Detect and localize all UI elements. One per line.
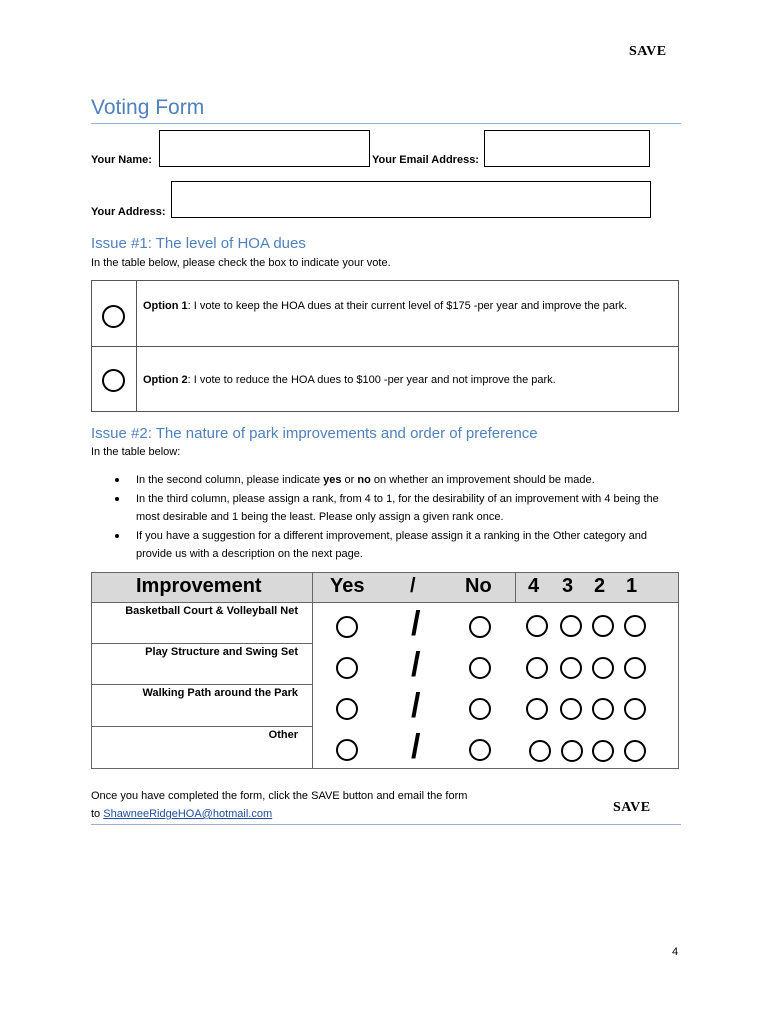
rank-1-radio[interactable] xyxy=(624,740,646,762)
bullet-icon xyxy=(115,497,119,501)
table-row-divider xyxy=(92,643,312,644)
save-button-top[interactable]: SAVE xyxy=(629,44,667,59)
no-radio[interactable] xyxy=(469,616,491,638)
rank-3-radio[interactable] xyxy=(560,657,582,679)
rank-4-radio[interactable] xyxy=(526,698,548,720)
yes-radio[interactable] xyxy=(336,616,358,638)
header-yes: Yes xyxy=(330,575,365,597)
instruction-text: on whether an improvement should be made. xyxy=(370,474,595,486)
no-radio[interactable] xyxy=(469,657,491,679)
option1-radio[interactable] xyxy=(102,305,125,328)
yes-radio[interactable] xyxy=(336,657,358,679)
instruction-no: no xyxy=(357,474,371,486)
rank-3-radio[interactable] xyxy=(560,615,582,637)
option2-text xyxy=(143,372,658,389)
email-field[interactable] xyxy=(484,130,650,167)
instruction-text: In the second column, please indicate xyxy=(136,474,324,486)
rank-2-radio[interactable] xyxy=(592,698,614,720)
save-button-bottom[interactable]: SAVE xyxy=(613,800,651,815)
row-label: Basketball Court & Volleyball Net xyxy=(125,605,298,617)
rank-4-radio[interactable] xyxy=(526,657,548,679)
header-rank-2: 2 xyxy=(594,575,606,597)
email-label: Your Email Address: xyxy=(372,154,479,166)
address-field[interactable] xyxy=(171,181,651,218)
table-row-divider xyxy=(92,684,312,685)
row-label: Play Structure and Swing Set xyxy=(145,646,298,658)
option1-label: Option 1 xyxy=(143,300,188,312)
rank-2-radio[interactable] xyxy=(592,740,614,762)
slash-separator: / xyxy=(411,605,421,643)
rank-2-radio[interactable] xyxy=(592,615,614,637)
table-col-divider xyxy=(515,573,516,602)
table-row-divider xyxy=(92,726,312,727)
name-field[interactable] xyxy=(159,130,370,167)
bullet-icon xyxy=(115,478,119,482)
option-row-divider xyxy=(92,346,678,347)
rank-3-radio[interactable] xyxy=(560,698,582,720)
address-underline xyxy=(171,217,651,218)
header-no: No xyxy=(465,575,492,597)
rank-1-radio[interactable] xyxy=(624,615,646,637)
instruction-text: In the third column, please assign a rank, from 4 to 1, for the desirability of an improvement with 4 being the most desirable and 1 being the least. Please only assign a given rank once. xyxy=(136,492,659,523)
table-col-divider xyxy=(312,573,313,768)
page-number: 4 xyxy=(672,946,679,958)
slash-separator: / xyxy=(411,687,421,725)
issue1-heading: Issue #1: The level of HOA dues xyxy=(91,235,306,252)
footer-to: to xyxy=(91,808,104,820)
issue2-heading: Issue #2: The nature of park improvements and order of preference xyxy=(91,425,538,442)
slash-separator: / xyxy=(411,728,421,766)
address-label: Your Address: xyxy=(91,206,166,218)
rank-4-radio[interactable] xyxy=(529,740,551,762)
option1-description: : I vote to keep the HOA dues at their current level of $175 -per year and improve the park. xyxy=(187,300,628,312)
option2-radio[interactable] xyxy=(102,369,125,392)
improvement-table xyxy=(91,572,679,769)
rank-3-radio[interactable] xyxy=(561,740,583,762)
instruction-item xyxy=(136,471,684,490)
instruction-yes: yes xyxy=(323,474,342,486)
issue2-intro: In the table below: xyxy=(91,446,181,458)
row-label: Other xyxy=(268,729,298,741)
instruction-or: or xyxy=(341,474,358,486)
footer-rule xyxy=(91,824,681,825)
instruction-item xyxy=(136,490,684,527)
rank-1-radio[interactable] xyxy=(624,657,646,679)
instructions-list xyxy=(136,471,684,564)
header-rank-3: 3 xyxy=(562,575,574,597)
option2-label: Option 2 xyxy=(143,374,188,386)
option2-description: : I vote to reduce the HOA dues to $100 -per year and not improve the park. xyxy=(187,374,556,386)
no-radio[interactable] xyxy=(469,739,491,761)
option-table xyxy=(91,280,679,412)
yes-radio[interactable] xyxy=(336,739,358,761)
email-link[interactable]: ShawneeRidgeHOA@hotmail.com xyxy=(103,808,273,820)
title-rule xyxy=(91,123,681,124)
header-rank-4: 4 xyxy=(528,575,540,597)
name-label: Your Name: xyxy=(91,154,152,166)
header-slash: / xyxy=(410,575,416,597)
yes-radio[interactable] xyxy=(336,698,358,720)
header-rank-1: 1 xyxy=(626,575,638,597)
row-label: Walking Path around the Park xyxy=(142,687,298,699)
issue1-intro: In the table below, please check the box to indicate your vote. xyxy=(91,257,391,269)
table-header xyxy=(92,573,678,603)
name-underline xyxy=(159,166,369,167)
header-improvement: Improvement xyxy=(136,575,262,597)
rank-1-radio[interactable] xyxy=(624,698,646,720)
slash-separator: / xyxy=(411,646,421,684)
bullet-icon xyxy=(115,534,119,538)
footer-instruction: Once you have completed the form, click the SAVE button and email the form xyxy=(91,790,468,802)
no-radio[interactable] xyxy=(469,698,491,720)
footer-email-line xyxy=(91,808,272,820)
instruction-item xyxy=(136,527,684,564)
rank-4-radio[interactable] xyxy=(526,615,548,637)
form-title: Voting Form xyxy=(91,96,205,119)
email-underline xyxy=(484,166,650,167)
option1-text xyxy=(143,298,658,315)
instruction-text: If you have a suggestion for a different improvement, please assign it a ranking in the Other category and provide us with a description on the next page. xyxy=(136,529,647,560)
rank-2-radio[interactable] xyxy=(592,657,614,679)
